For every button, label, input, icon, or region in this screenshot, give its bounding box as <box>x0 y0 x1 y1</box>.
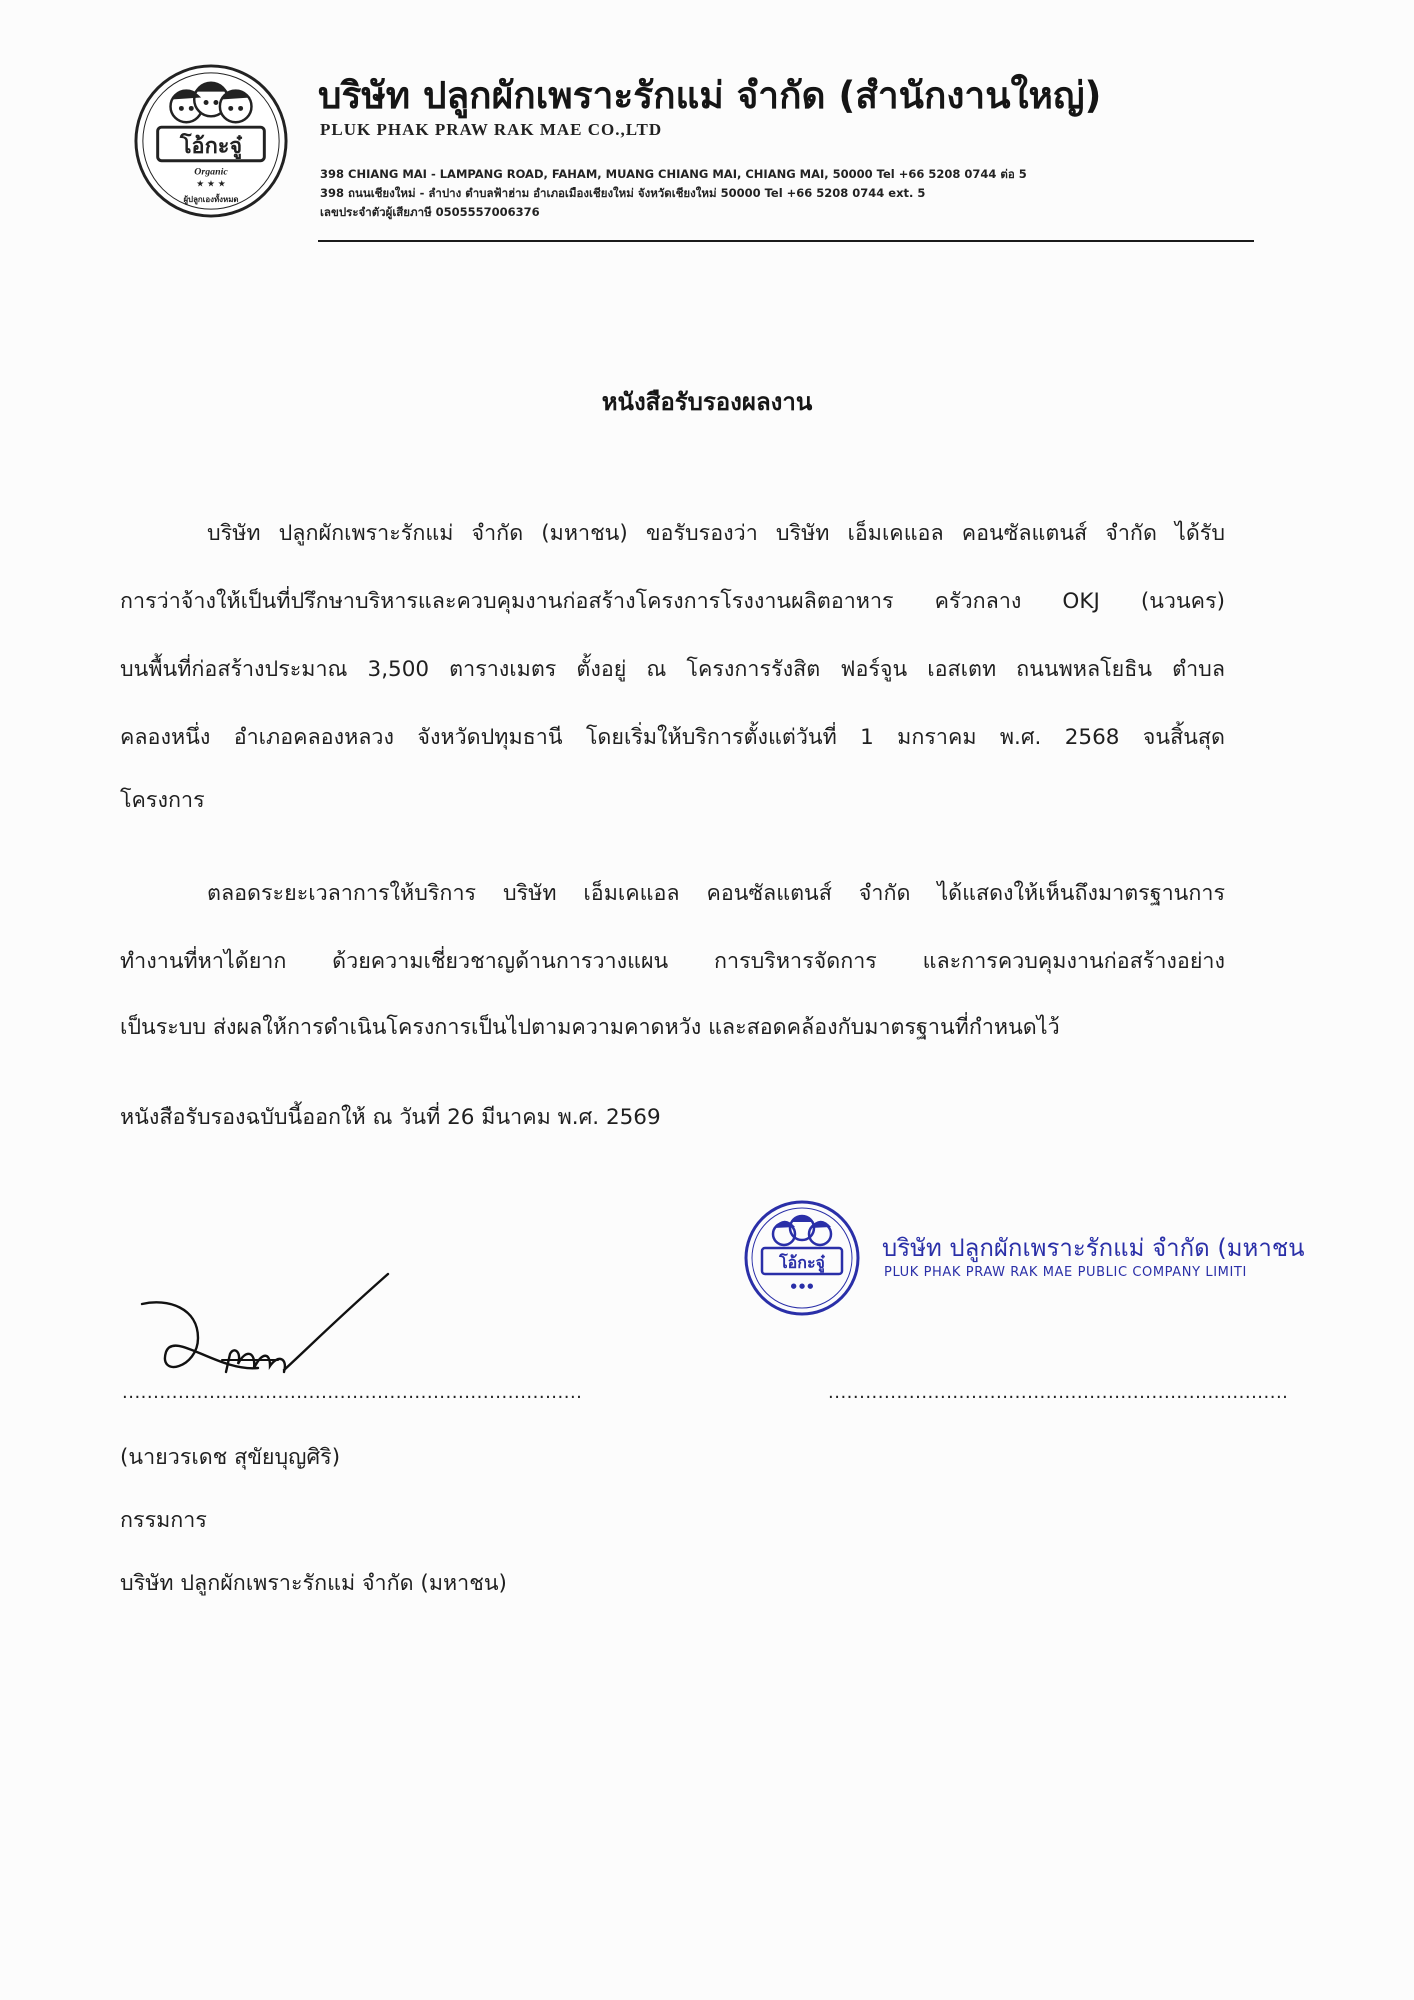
svg-text:★ ★ ★: ★ ★ ★ <box>196 179 226 190</box>
document-title: หนังสือรับรองผลงาน <box>601 388 813 416</box>
stamp-company-name-en: PLUK PHAK PRAW RAK MAE PUBLIC COMPANY LIMITI <box>884 1265 1247 1280</box>
address-en: 398 CHIANG MAI - LAMPANG ROAD, FAHAM, MUANG CHIANG MAI, CHIANG MAI, 50000 Tel +66 5208 0744 ต่อ 5 <box>320 167 1027 181</box>
header-divider <box>318 240 1254 242</box>
company-name-th: บริษัท ปลูกผักเพราะรักแม่ จำกัด (สำนักงานใหญ่) <box>318 74 1102 117</box>
signatory-position: กรรมการ <box>120 1508 207 1533</box>
paragraph1-line: บนพื้นที่ก่อสร้างประมาณ 3,500 ตารางเมตร ตั้งอยู่ ณ โครงการรังสิต ฟอร์จูน เอสเตท ถนนพหลโยธิน ตำบล <box>120 657 1225 682</box>
company-logo-icon <box>132 62 290 220</box>
stamp-seal-text: โอ้กะจู๋ <box>779 1253 825 1272</box>
paragraph1-line: โครงการ <box>120 788 205 813</box>
stamp-seal-icon <box>742 1198 862 1318</box>
logo-subtext: Organic <box>194 166 228 178</box>
witness-signature-line: .......................................................................... <box>828 1382 1289 1403</box>
stamp-company-name-th: บริษัท ปลูกผักเพราะรักแม่ จำกัด (มหาชน <box>882 1234 1305 1262</box>
issue-date-line: หนังสือรับรองฉบับนี้ออกให้ ณ วันที่ 26 มีนาคม พ.ศ. 2569 <box>120 1105 661 1130</box>
svg-text:● ● ●: ● ● ● <box>790 1282 814 1290</box>
paragraph1-line: บริษัท ปลูกผักเพราะรักแม่ จำกัด (มหาชน) ขอรับรองว่า บริษัท เอ็มเคแอล คอนซัลแตนส์ จำกัด ได้รับ <box>207 521 1225 546</box>
company-stamp <box>742 1198 1305 1318</box>
signature-line: .......................................................................... <box>122 1382 583 1403</box>
logo-bottom-text: ผู้ปลูกเองทั้งหมด <box>183 195 239 205</box>
paragraph2-line: เป็นระบบ ส่งผลให้การดำเนินโครงการเป็นไปตามความคาดหวัง และสอดคล้องกับมาตรฐานที่กำหนดไว้ <box>120 1015 1060 1040</box>
paragraph1-line: คลองหนึ่ง อำเภอคลองหลวง จังหวัดปทุมธานี โดยเริ่มให้บริการตั้งแต่วันที่ 1 มกราคม พ.ศ. 2568 จนสิ้นสุด <box>120 725 1225 750</box>
logo-text: โอ้กะจู๋ <box>179 133 243 159</box>
signatory-name: (นายวรเดช สุขัยบุญศิริ) <box>120 1445 341 1470</box>
paragraph2-line: ตลอดระยะเวลาการให้บริการ บริษัท เอ็มเคแอล คอนซัลแตนส์ จำกัด ได้แสดงให้เห็นถึงมาตรฐานการ <box>207 881 1225 906</box>
company-name-en: PLUK PHAK PRAW RAK MAE CO.,LTD <box>320 120 663 139</box>
signatory-company: บริษัท ปลูกผักเพราะรักแม่ จำกัด (มหาชน) <box>120 1571 507 1596</box>
paragraph1-line: การว่าจ้างให้เป็นที่ปรึกษาบริหารและควบคุมงานก่อสร้างโครงการโรงงานผลิตอาหาร ครัวกลาง OKJ (นวนคร) <box>120 589 1225 614</box>
paragraph2-line: ทำงานที่หาได้ยาก ด้วยความเชี่ยวชาญด้านการวางแผน การบริหารจัดการ และการควบคุมงานก่อสร้างอย่าง <box>120 949 1225 974</box>
tax-id: เลขประจำตัวผู้เสียภาษี 0505557006376 <box>320 205 540 219</box>
handwritten-signature-icon <box>138 1268 398 1398</box>
address-th: 398 ถนนเชียงใหม่ - ลำปาง ตำบลฟ้าฮ่าม อำเภอเมืองเชียงใหม่ จังหวัดเชียงใหม่ 50000 Tel +66 5208 0744 ext. 5 <box>320 186 926 200</box>
